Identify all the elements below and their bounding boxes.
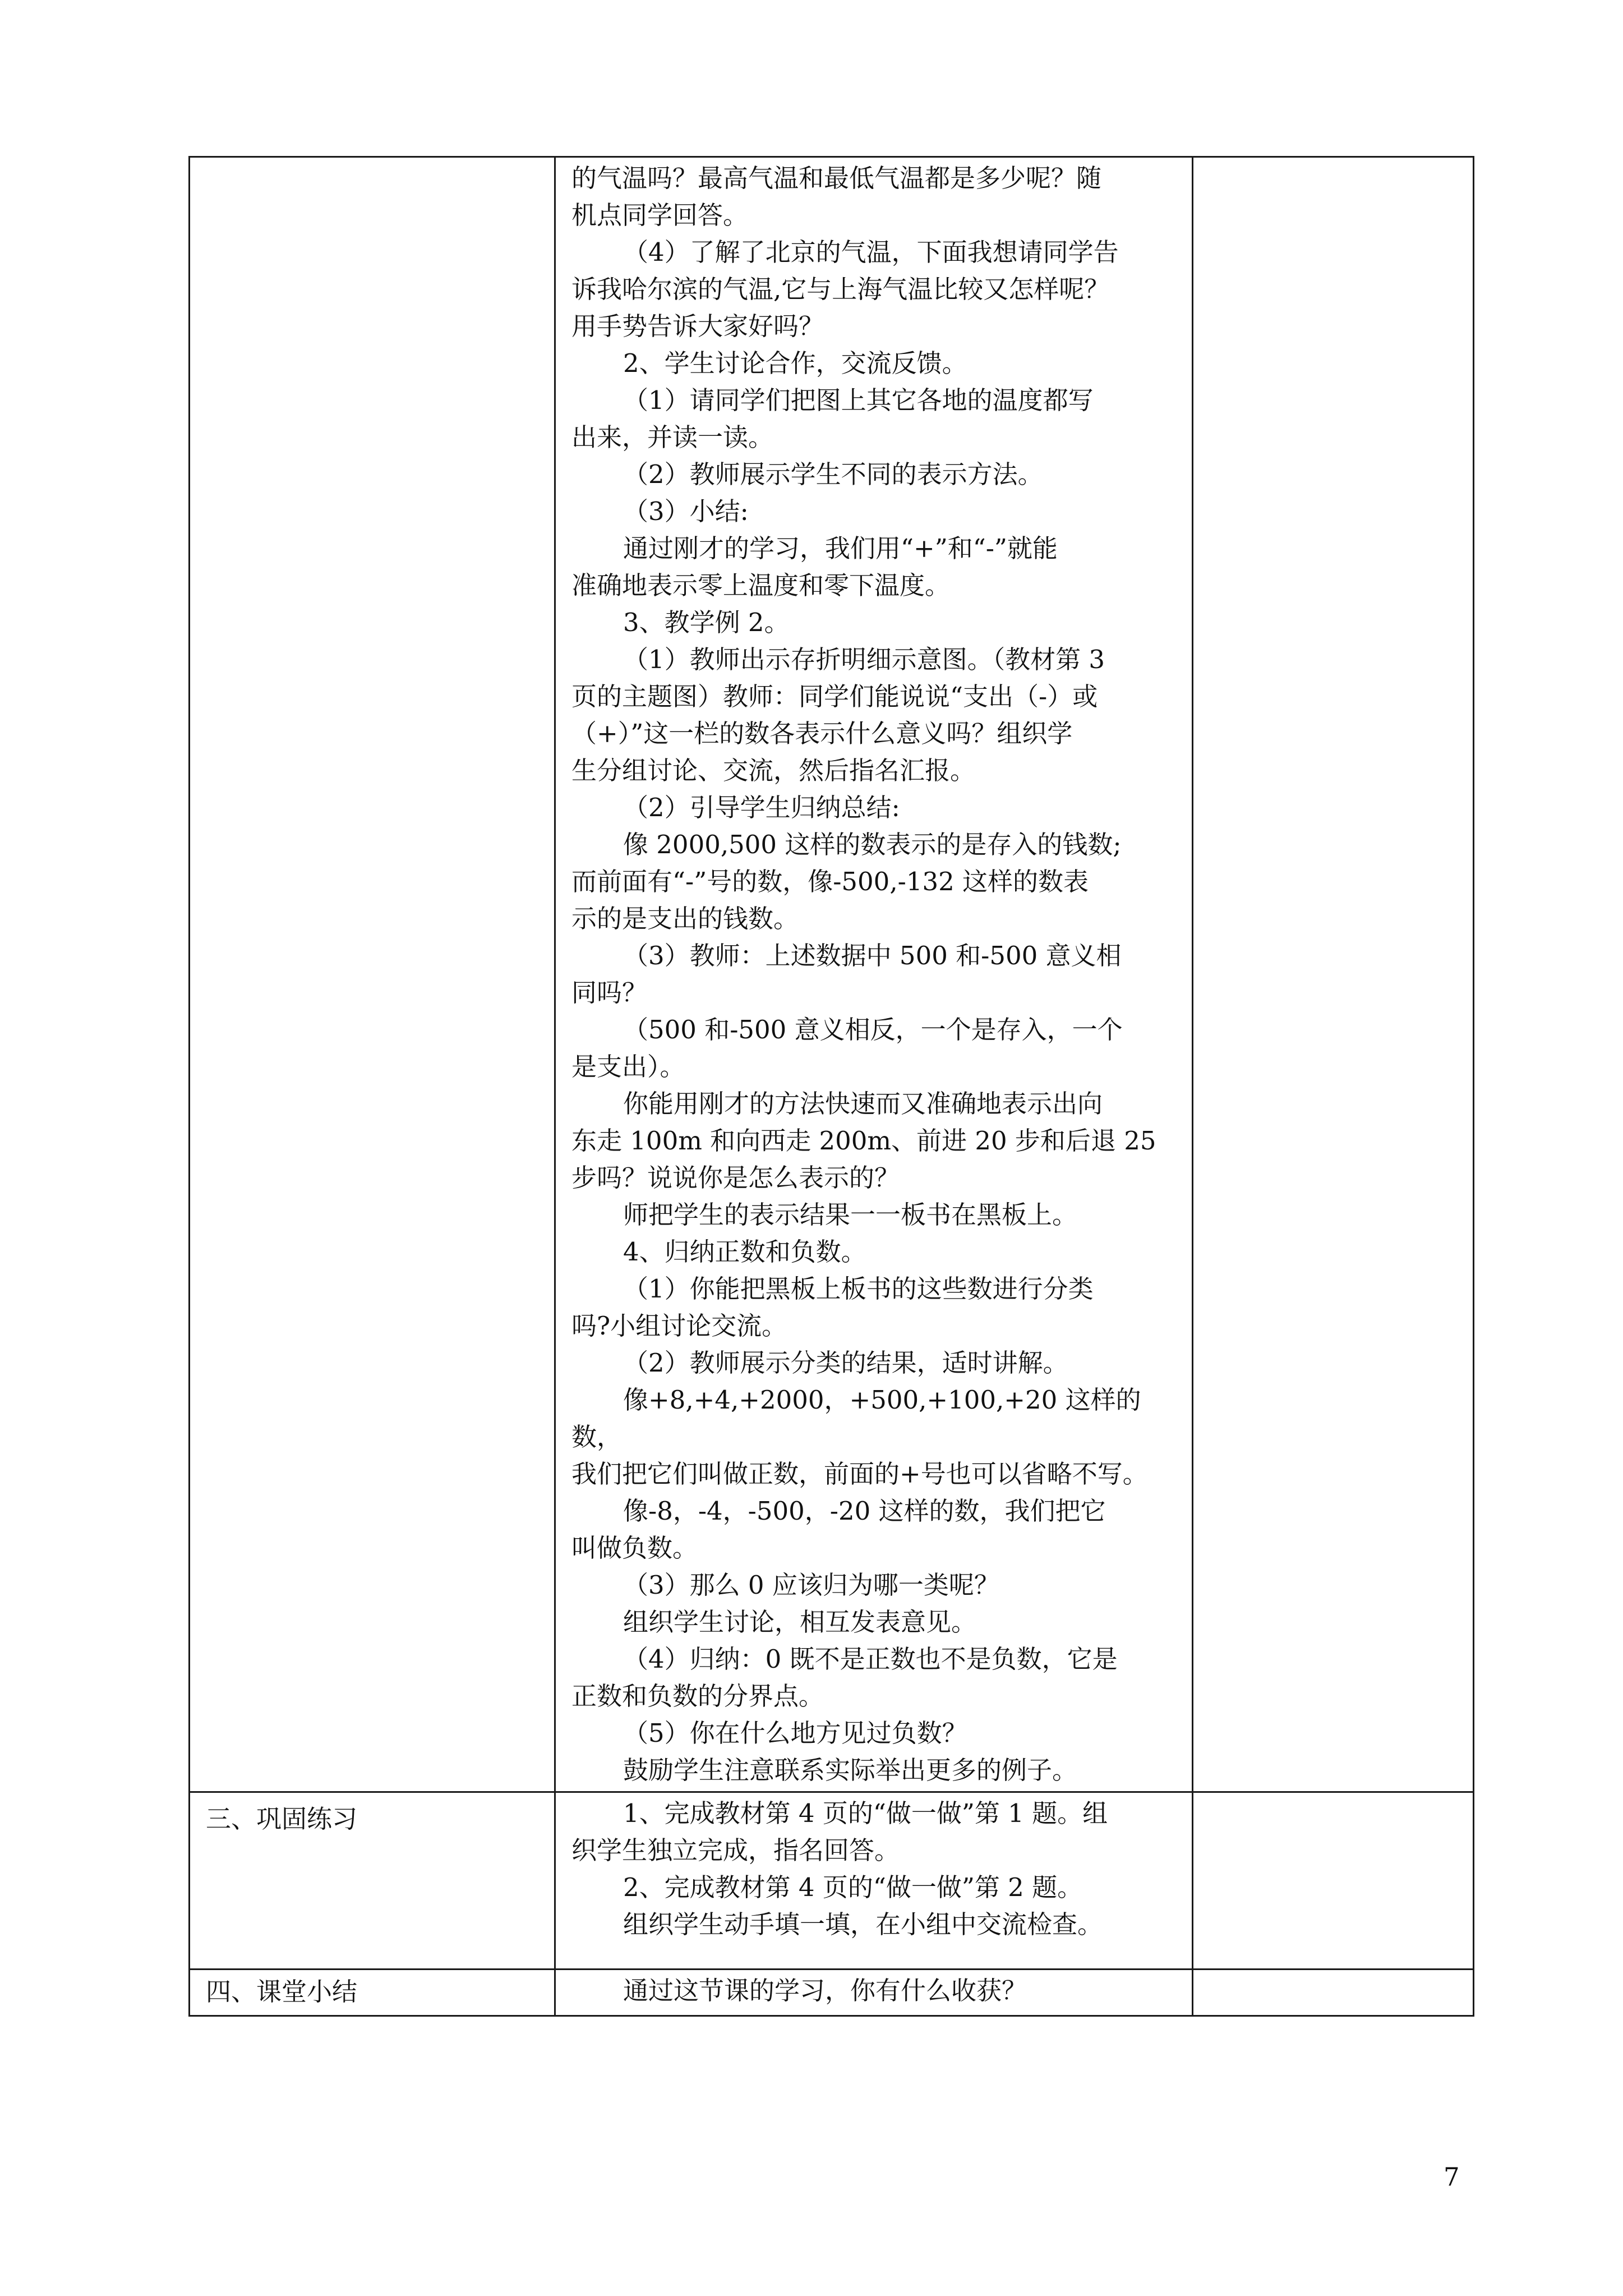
text-line: 正数和负数的分界点。 <box>571 1681 824 1711</box>
text-line: 我们把它们叫做正数，前面的+号也可以省略不写。 <box>571 1459 1148 1489</box>
content-cell <box>555 1970 1193 2016</box>
text-line: 生分组讨论、交流，然后指名汇报。 <box>571 756 976 785</box>
text-line: 像 2000,500 这样的数表示的是存入的钱数; <box>623 830 1122 859</box>
text-line: 1、完成教材第 4 页的“做一做”第 1 题。组 <box>623 1798 1108 1828</box>
text-line: 4、归纳正数和负数。 <box>623 1237 866 1267</box>
text-line: 是支出）。 <box>571 1052 685 1082</box>
text-line: （2）教师展示学生不同的表示方法。 <box>623 459 1043 489</box>
text-line: 同吗？ <box>571 978 648 1007</box>
text-line: 而前面有“-”号的数，像-500,-132 这样的数表 <box>571 867 1089 896</box>
text-line: （4）归纳：0 既不是正数也不是负数，它是 <box>623 1644 1118 1674</box>
text-line: 通过这节课的学习，你有什么收获？ <box>623 1976 1027 2005</box>
text-line: 鼓励学生注意联系实际举出更多的例子。 <box>623 1755 1078 1785</box>
page-number: 7 <box>1444 2162 1460 2192</box>
text-line: （+）”这一栏的数各表示什么意义吗？组织学 <box>571 719 1073 748</box>
content-cell <box>555 157 1193 1792</box>
main-content <box>556 158 1192 1789</box>
text-line: 像-8，-4，-500，-20 这样的数，我们把它 <box>623 1496 1106 1526</box>
notes-cell <box>1193 157 1474 1792</box>
text-line: （1）教师出示存折明细示意图。（教材第 3 <box>623 645 1105 674</box>
text-line: （2）引导学生归纳总结: <box>623 793 900 822</box>
text-line: 诉我哈尔滨的气温,它与上海气温比较又怎样呢？ <box>571 274 1110 304</box>
section-label-cell <box>190 1970 555 2016</box>
text-line: （3）小结: <box>623 496 749 526</box>
lesson-plan-table <box>188 156 1474 2017</box>
text-line: （4）了解了北京的气温，下面我想请同学告 <box>623 237 1119 267</box>
table-row-teaching-process <box>190 157 1474 1792</box>
table-row-practice <box>190 1792 1474 1970</box>
text-line: 用手势告诉大家好吗？ <box>571 311 824 341</box>
text-line: 你能用刚才的方法快速而又准确地表示出向 <box>623 1089 1103 1119</box>
text-line: 2、学生讨论合作，交流反馈。 <box>623 348 967 378</box>
text-line: 示的是支出的钱数。 <box>571 904 799 933</box>
section-label-cell <box>190 1792 555 1970</box>
text-line: 机点同学回答。 <box>571 200 749 230</box>
text-line: （3）教师：上述数据中 500 和-500 意义相 <box>623 941 1122 970</box>
section-label-summary: 四、课堂小结 <box>206 1977 358 2007</box>
practice-content <box>556 1793 1192 1943</box>
text-line: 通过刚才的学习，我们用“+”和“-”就能 <box>623 533 1058 563</box>
text-line: （3）那么 0 应该归为哪一类呢？ <box>623 1570 999 1600</box>
text-line: 东走 100m 和向西走 200m、前进 20 步和后退 25 <box>571 1126 1156 1156</box>
text-line: 织学生独立完成，指名回答。 <box>571 1835 900 1865</box>
section-label-practice: 三、巩固练习 <box>206 1804 358 1834</box>
text-line: 2、完成教材第 4 页的“做一做”第 2 题。 <box>623 1872 1083 1902</box>
text-line: 的气温吗？最高气温和最低气温都是多少呢？随 <box>571 163 1102 193</box>
text-line: 出来，并读一读。 <box>571 422 774 452</box>
text-line: 师把学生的表示结果一一板书在黑板上。 <box>623 1200 1078 1230</box>
notes-cell <box>1193 1970 1474 2016</box>
table-row-summary <box>190 1970 1474 2016</box>
text-line: （500 和-500 意义相反，一个是存入，一个 <box>623 1015 1123 1045</box>
text-line: 3、教学例 2。 <box>623 608 790 637</box>
summary-content <box>556 1970 1192 2009</box>
notes-cell <box>1193 1792 1474 1970</box>
text-line: 页的主题图）教师：同学们能说说“支出（-）或 <box>571 682 1098 711</box>
text-line: （1）请同学们把图上其它各地的温度都写 <box>623 385 1094 415</box>
text-line: （5）你在什么地方见过负数？ <box>623 1718 967 1748</box>
text-line: 像+8,+4,+2000，+500,+100,+20 这样的数， <box>571 1385 1141 1452</box>
text-line: 准确地表示零上温度和零下温度。 <box>571 570 951 600</box>
text-line: （2）教师展示分类的结果，适时讲解。 <box>623 1348 1068 1378</box>
text-line: 组织学生动手填一填，在小组中交流检查。 <box>623 1910 1103 1939</box>
text-line: （1）你能把黑板上板书的这些数进行分类 <box>623 1274 1094 1304</box>
section-label-cell <box>190 157 555 1792</box>
text-line: 吗?小组讨论交流。 <box>571 1311 787 1341</box>
text-line: 叫做负数。 <box>571 1533 698 1563</box>
text-line: 组织学生讨论，相互发表意见。 <box>623 1607 977 1637</box>
content-cell <box>555 1792 1193 1970</box>
section-label <box>190 158 554 165</box>
text-line: 步吗？说说你是怎么表示的？ <box>571 1163 900 1193</box>
